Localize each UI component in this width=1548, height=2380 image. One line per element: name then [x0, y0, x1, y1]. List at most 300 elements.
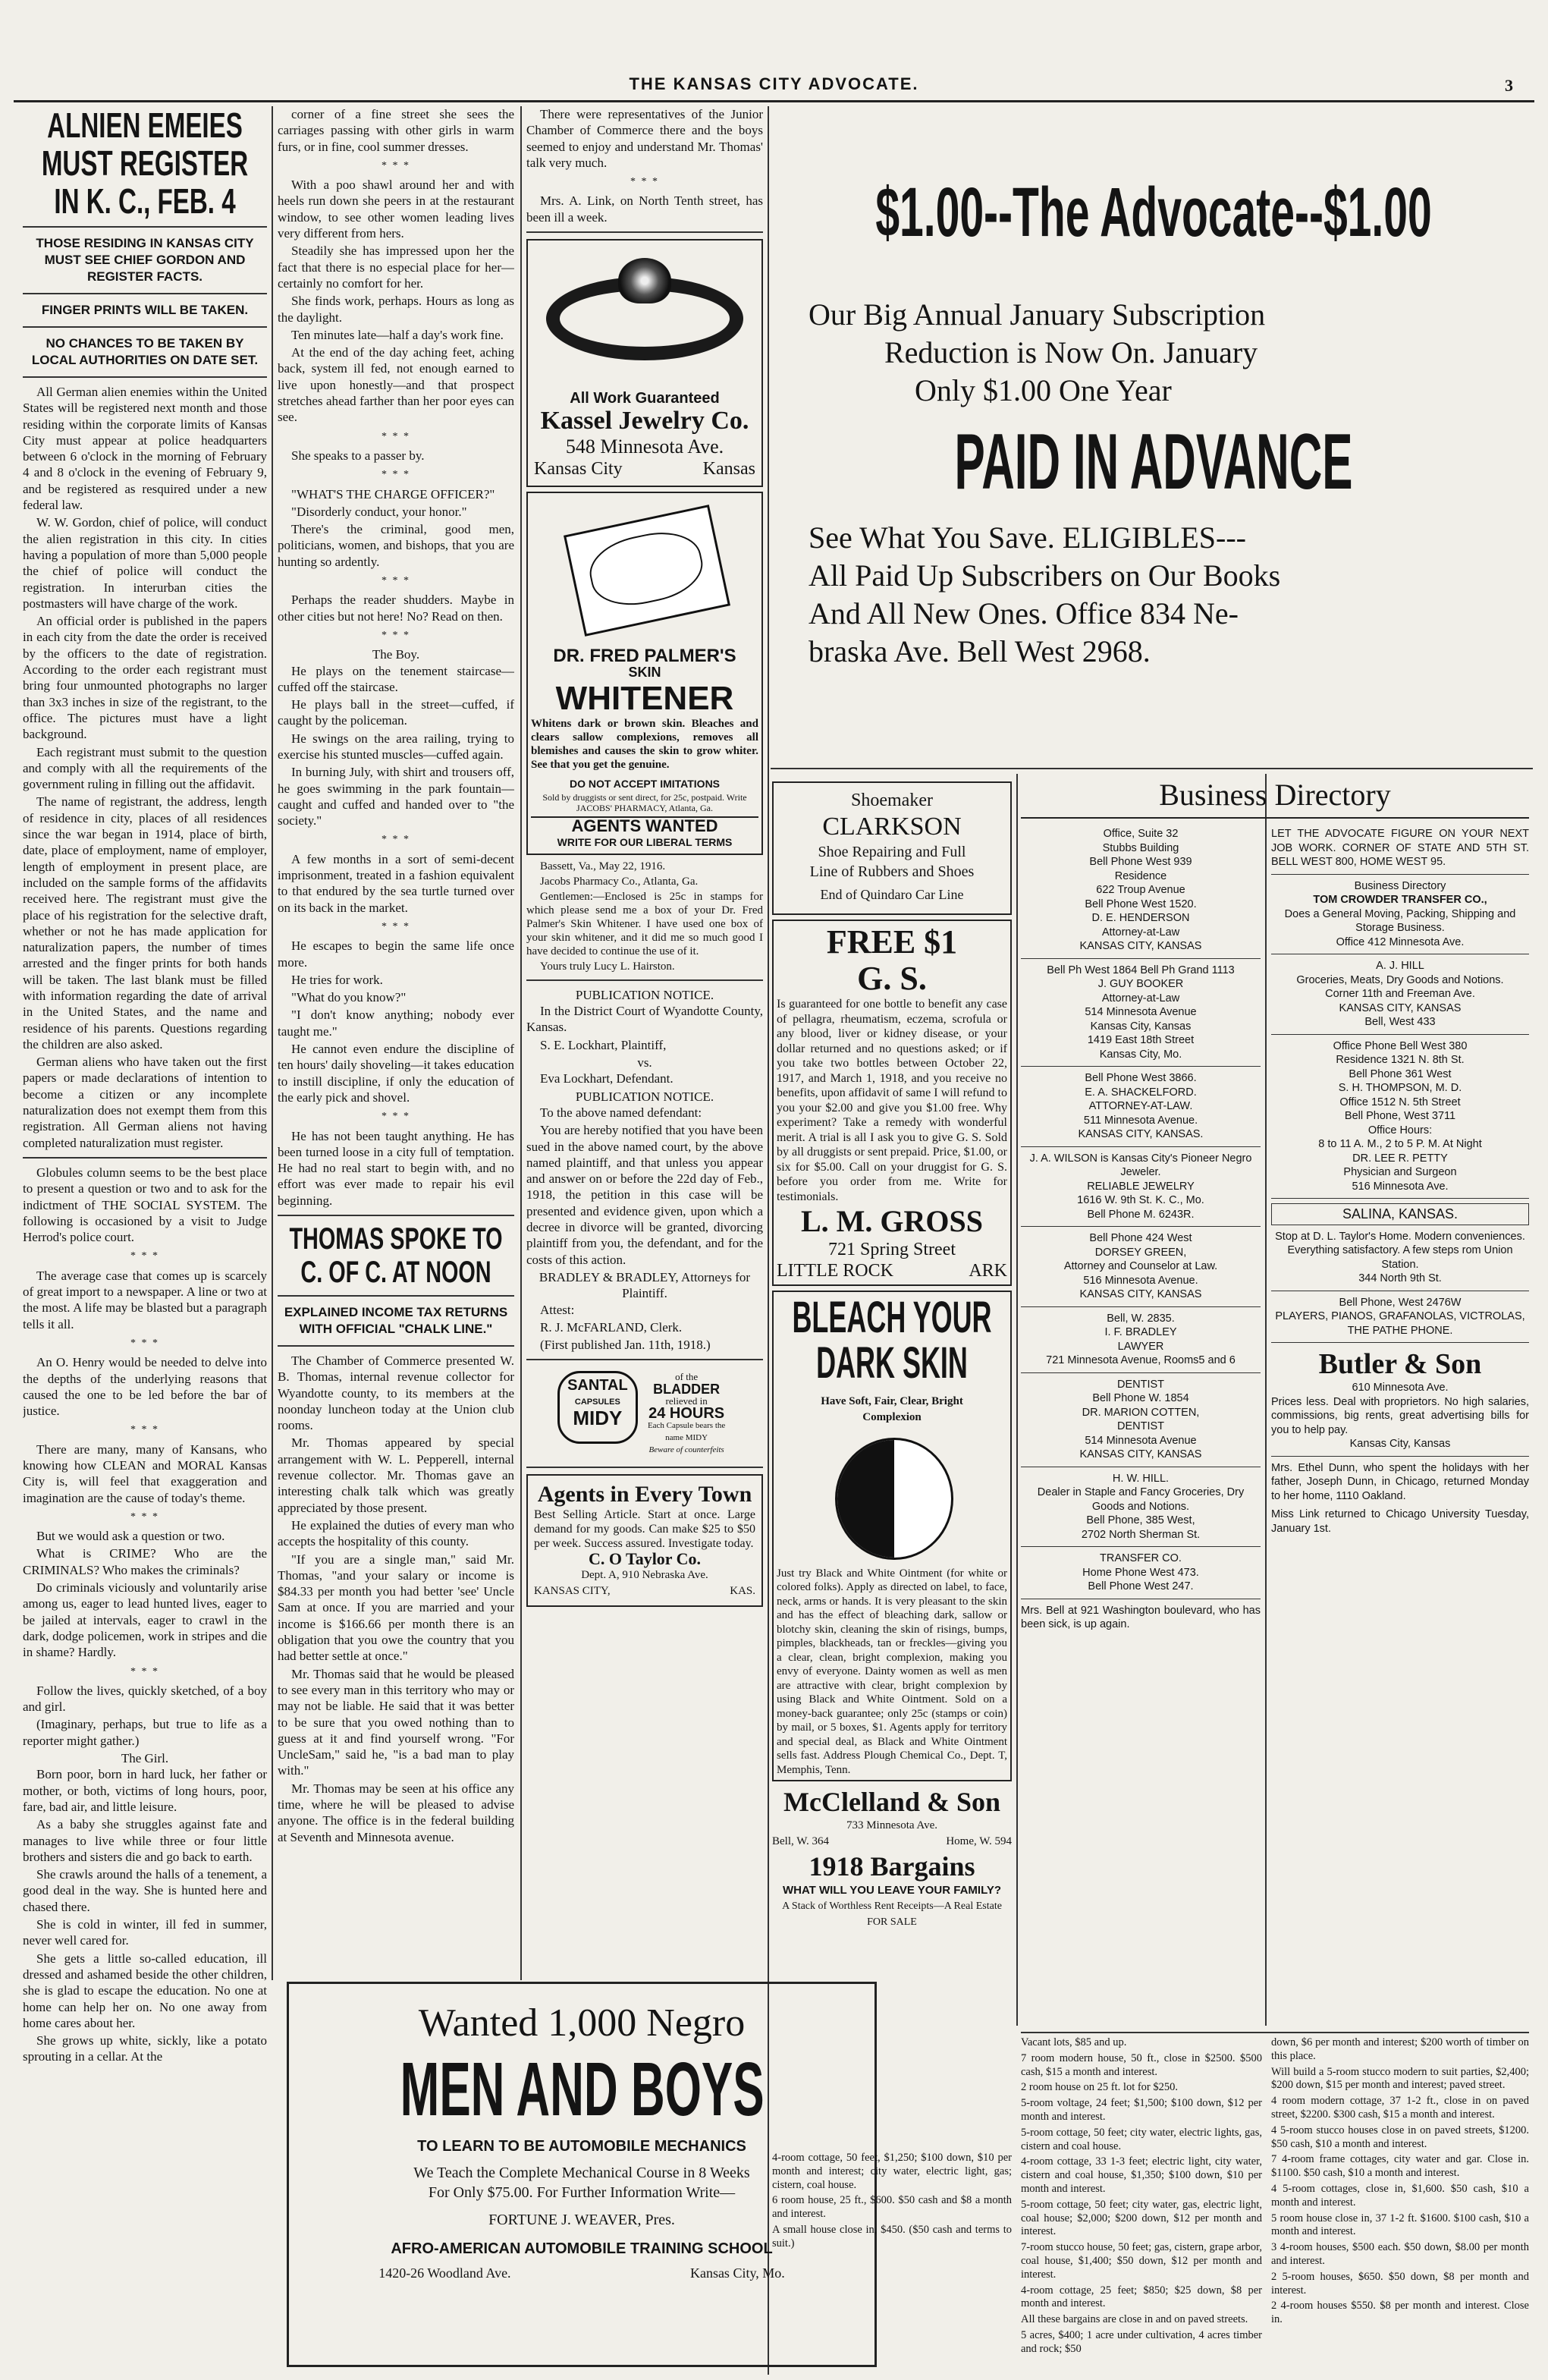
entry-line: Butler & Son — [1318, 1348, 1482, 1380]
article-paragraph: Each registrant must submit to the question and comply with all the requirements of the government ruling in filling out the affidavit. — [23, 744, 267, 792]
entry-line: KANSAS CITY, KANSAS — [1079, 940, 1202, 952]
entry-line: Kansas City, Kansas — [1349, 1438, 1451, 1450]
boy-heading: The Boy. — [372, 647, 420, 662]
directory-entry — [1271, 822, 1529, 875]
section-separator: * * * — [130, 1250, 159, 1262]
mcclelland-ad — [772, 1786, 1012, 1930]
real-estate-listings-mid — [772, 2152, 1012, 2368]
directory-entry — [1021, 1547, 1261, 1599]
alien-subhead-1: THOSE RESIDING IN KANSAS CITY MUST SEE CHIEF GORDON AND REGISTER FACTS. — [36, 236, 254, 284]
article-paragraph: She grows up white, sickly, like a potato sprouting in a cellar. At the — [23, 2033, 267, 2064]
kassel-state: Kansas — [702, 459, 755, 479]
bleach-title-2: DARK SKIN — [816, 1338, 968, 1388]
advocate-line-4: See What You Save. ELIGIBLES--- — [809, 520, 1246, 555]
listing: All these bargains are close in and on paved streets. — [1021, 2313, 1248, 2326]
listing: 4 5-room cottages, close in, $1,600. $50 cash, $10 a month and interest. — [1271, 2182, 1529, 2209]
section-separator: * * * — [382, 834, 410, 846]
entry-line: RELIABLE JEWELRY — [1087, 1180, 1195, 1193]
thomas-headline: THOMAS SPOKE TO C. OF C. AT NOON — [289, 1222, 503, 1289]
directory-entry — [1021, 959, 1261, 1067]
santal-midy-ad — [526, 1366, 763, 1460]
letter-signoff: Yours truly Lucy L. Hairston. — [540, 960, 675, 973]
wanted-city: Kansas City, Mo. — [689, 2265, 785, 2281]
entry-line: LAWYER — [1117, 1340, 1164, 1353]
entry-line: 514 Minnesota Avenue — [1085, 1006, 1197, 1018]
palmer-title-3: WHITENER — [555, 679, 734, 717]
entry-line: Dealer in Staple and Fancy Groceries, Dry Goods and Notions. — [1037, 1486, 1245, 1513]
section-separator: * * * — [130, 1337, 159, 1349]
article-paragraph: The average case that comes up is scarcely of great import to a newspaper. A line or two at the most. A life may be blasted but a paragraph tells it all. — [23, 1268, 267, 1331]
section-separator: * * * — [130, 1424, 159, 1436]
article-paragraph: The Chamber of Commerce presented W. B. Thomas, internal revenue collector for Wyandotte county, to its members at the noonday luncheon today at the Union club rooms. — [278, 1353, 514, 1433]
listing: down, $6 per month and interest; $200 worth of timber on this place. — [1271, 2036, 1529, 2062]
bleach-title-1: BLEACH YOUR — [792, 1293, 992, 1342]
entry-line: KANSAS CITY, KANSAS. — [1078, 1128, 1204, 1140]
section-separator: * * * — [382, 430, 410, 442]
agents-ad — [526, 1474, 763, 1607]
article-paragraph: Follow the lives, quickly sketched, of a boy and girl. — [23, 1683, 267, 1715]
notice-body: You are hereby notified that you have been sued in the above named court, by the above named plaintiff, and that unless you appear and answer on or before the 22d day of Feb., 1918, the petition in this case will be presented and evidence given, upon which a decree in divorce will be granted, divorcing plaintiff from you, the defendant, and for the costs of this action. — [526, 1123, 763, 1267]
entry-line: PLAYERS, PIANOS, GRAFANOLAS, VICTROLAS, THE PATHE PHONE. — [1275, 1310, 1525, 1337]
column-rule — [272, 106, 273, 1980]
article-paragraph: He tries for work. — [291, 972, 383, 987]
palmer-write: WRITE FOR OUR LIBERAL TERMS — [557, 835, 733, 848]
notice-to: To the above named defendant: — [540, 1105, 702, 1120]
column-1 — [23, 106, 267, 2371]
page-number: 3 — [1505, 76, 1513, 95]
bladder-line: relieved in — [665, 1395, 708, 1407]
directory-entry — [1021, 1147, 1261, 1228]
notice-plaintiff: S. E. Lockhart, Plaintiff, — [540, 1037, 667, 1052]
entry-line: Corner 11th and Freeman Ave. — [1325, 988, 1475, 1000]
entry-line: Office Phone Bell West 380 — [1333, 1039, 1468, 1052]
listing: 4 room modern cottage, 37 1-2 ft., close in on paved street, $2200. $300 cash, $15 a month and interest. — [1271, 2095, 1529, 2121]
article-paragraph: W. W. Gordon, chief of police, will conduct the alien registration in this city. In cities having a population of more than 5,000 people the chief of police will conduct the registration. In interurban cities the postmasters will have charge of the work. — [23, 515, 267, 611]
article-paragraph: Mr. Thomas said that he would be pleased to see every man in this territory who may or may not be liable. He said that it was better to be sure that you owed nothing than to guess at it and find yourself wrong. "For UncleSam," said he, "is a bad man to play with." — [278, 1666, 514, 1778]
advocate-subscription-ad — [778, 106, 1529, 766]
entry-line: E. A. SHACKELFORD. — [1085, 1086, 1197, 1099]
gross-city-name: LITTLE ROCK — [777, 1261, 893, 1281]
listing: 7 room modern house, 50 ft., close in $2500. $500 cash, $15 a month and interest. — [1021, 2051, 1262, 2078]
entry-line: D. E. HENDERSON — [1091, 912, 1190, 924]
entry-line: Bell Phone West 1520. — [1085, 898, 1197, 910]
free-title-2: G. S. — [857, 960, 927, 997]
article-paragraph: Globules column seems to be the best place to present a question or two and to ask for the indictment of THE SOCIAL SYSTEM. The following is occasioned by a visit to Judge Herrod's police court. — [23, 1165, 267, 1245]
article-paragraph: He explained the duties of every man who accepts the hospitality of this county. — [278, 1517, 514, 1549]
column-rule — [1016, 774, 1018, 2026]
wanted-line-1: Wanted 1,000 Negro — [418, 2001, 746, 2045]
entry-line: Groceries, Meats, Dry Goods and Notions. — [1296, 973, 1504, 986]
entry-line: 514 Minnesota Avenue — [1085, 1434, 1197, 1447]
directory-entry — [1021, 822, 1261, 959]
entry-line: 8 to 11 A. M., 2 to 5 P. M. At Night — [1318, 1138, 1482, 1150]
rule — [526, 1467, 763, 1468]
entry-line: DORSEY GREEN, — [1094, 1246, 1187, 1259]
directory-entry — [1271, 1035, 1529, 1199]
listing: 4-room cottage, 50 feet, $1,250; $100 down, $10 per month and interest; city water, electric light, gas; cistern, coal house. — [772, 2152, 1012, 2191]
entry-line: Office 412 Minnesota Ave. — [1336, 935, 1465, 948]
palmer-agents: AGENTS WANTED — [531, 816, 758, 834]
section-separator: * * * — [382, 920, 410, 932]
wanted-line-6: FORTUNE J. WEAVER, Pres. — [488, 2212, 675, 2228]
article-paragraph: With a poo shawl around her and with heels run down she peers in at the restaurant window, to see other women leading lives very different from hers. — [278, 178, 514, 241]
palmer-sold: Sold by druggists or sent direct, for 25c, postpaid. Write JACOBS' PHARMACY, Atlanta, Ga. — [542, 792, 747, 814]
article-paragraph: She crawls around the halls of a tenement, a good deal in the way. She is hunted here and chased there. — [23, 1867, 267, 1914]
article-paragraph: Mr. Thomas appeared by special arrangement with W. L. Pepperell, internal revenue collector. Mr. Thomas gave an interesting chalk talk which was greatly appreciated by those present. — [278, 1435, 514, 1515]
notice-court: In the District Court of Wyandotte County, Kansas. — [526, 1004, 763, 1035]
listing: 3 4-room houses, $500 each. $50 down, $8.00 per month and interest. — [1271, 2241, 1529, 2267]
entry-line: KANSAS CITY, KANSAS — [1079, 1448, 1202, 1460]
column-4 — [772, 777, 1012, 2029]
rule — [1021, 2032, 1529, 2033]
article-paragraph: There were representatives of the Junior Chamber of Commerce there and the boys seemed to enjoy and understand Mr. Thomas' talk very much. — [526, 107, 763, 170]
agents-location — [534, 1583, 755, 1599]
clarkson-shoemaker-ad — [772, 781, 1012, 915]
listing: A small house close in, $450. ($50 cash and terms to suit.) — [772, 2223, 1012, 2250]
mcclelland-sale: FOR SALE — [867, 1916, 917, 1929]
article-paragraph: Mr. Thomas may be seen at his office any time, where he will be pleased to advise anyone. The office is in the federal building at Seventh and Minnesota avenue. — [278, 1781, 514, 1844]
entry-line: DR. LEE R. PETTY — [1352, 1152, 1448, 1165]
entry-line: Business Directory — [1354, 879, 1446, 892]
gross-city — [777, 1260, 1007, 1281]
girl-heading: The Girl. — [121, 1751, 169, 1766]
free-gs-ad — [772, 920, 1012, 1286]
shoemaker-line-1: Shoe Repairing and Full — [818, 844, 966, 860]
mcclelland-phones — [772, 1834, 1012, 1850]
listing: 4-room cottage, 25 feet; $850; $25 down, $8 per month and interest. — [1021, 2284, 1262, 2310]
alien-subhead-3: NO CHANCES TO BE TAKEN BY LOCAL AUTHORITIES ON DATE SET. — [31, 336, 259, 367]
mcclelland-stack: A Stack of Worthless Rent Receipts—A Real Estate — [782, 1900, 1002, 1912]
section-separator: * * * — [382, 575, 410, 587]
entry-line: Attorney-at-Law — [1101, 992, 1180, 1005]
notice-heading: PUBLICATION NOTICE. — [575, 987, 714, 1002]
section-separator: * * * — [382, 1111, 410, 1123]
entry-line: DENTIST — [1116, 1420, 1165, 1432]
rule — [278, 1295, 514, 1297]
santal-name: SANTAL — [567, 1377, 628, 1394]
mcclelland-phone-2: Home, W. 594 — [946, 1835, 1012, 1848]
listing: 5-room cottage, 50 feet; city water, gas, electric light, coal house; $2,000; $200 down, $12 per month and interest. — [1021, 2198, 1262, 2238]
article-paragraph: A few months in a sort of semi-decent imprisonment, treated in a fashion equivalent to that endured by the sea turtle turned over on its back in the market. — [278, 851, 514, 915]
advocate-line-6: And All New Ones. Office 834 Ne- — [809, 596, 1239, 630]
mcclelland-address: 733 Minnesota Ave. — [846, 1819, 938, 1832]
kassel-address: 548 Minnesota Ave. — [565, 435, 724, 458]
entry-line: KANSAS CITY, KANSAS — [1079, 1288, 1202, 1300]
entry-line: S. H. THOMPSON, M. D. — [1338, 1082, 1462, 1094]
entry-line: Bell Phone West 247. — [1088, 1580, 1194, 1592]
listing: 5 room house close in, 37 1-2 ft. $1600. $100 cash, $10 a month and interest. — [1271, 2212, 1529, 2238]
real-estate-listings-right — [1271, 2036, 1529, 2370]
article-paragraph: (Imaginary, perhaps, but true to life as a reporter might gather.) — [23, 1717, 267, 1748]
article-paragraph: She is cold in winter, ill fed in summer, never well cared for. — [23, 1917, 267, 1948]
entry-line: 516 Minnesota Avenue. — [1083, 1274, 1198, 1287]
agents-company: C. O Taylor Co. — [588, 1549, 702, 1569]
kassel-name: Kassel Jewelry Co. — [540, 407, 749, 435]
entry-line: 344 North 9th St. — [1358, 1272, 1442, 1284]
face-illustration — [831, 1434, 953, 1559]
entry-line: Attorney and Counselor at Law. — [1063, 1260, 1218, 1272]
section-separator: * * * — [382, 469, 410, 481]
entry-line: 511 Minnesota Avenue. — [1083, 1114, 1198, 1127]
entry-line: Does a General Moving, Packing, Shipping and Storage Business. — [1284, 907, 1516, 934]
entry-line: Prices less. Deal with proprietors. No high salaries, commissions, big rents, great advertising bills for you to help pay. — [1271, 1395, 1529, 1436]
article-paragraph: He plays ball in the street—cuffed, if caught by the policeman. — [278, 697, 514, 728]
entry-line: Bell Phone, 385 West, — [1086, 1514, 1195, 1526]
article-paragraph: corner of a fine street she sees the carriages passing with other girls in warm furs, or in fine, cool summer dresses. — [278, 107, 514, 154]
column-rule — [1265, 774, 1267, 2026]
entry-line: 610 Minnesota Ave. — [1352, 1382, 1449, 1394]
article-paragraph: Ten minutes late—half a day's work fine. — [291, 327, 504, 342]
entry-line: Office Hours: — [1367, 1124, 1433, 1137]
article-paragraph: "Disorderly conduct, your honor." — [291, 504, 467, 519]
entry-line: Office 1512 N. 5th Street — [1339, 1096, 1461, 1108]
palmer-title-1: DR. FRED PALMER'S — [553, 646, 736, 667]
entry-line: ATTORNEY-AT-LAW. — [1088, 1100, 1193, 1112]
wanted-line-3: TO LEARN TO BE AUTOMOBILE MECHANICS — [417, 2138, 746, 2155]
entry-line: Mrs. Bell at 921 Washington boulevard, who has been sick, is up again. — [1021, 1604, 1261, 1630]
entry-line: 721 Minnesota Avenue, Rooms5 and 6 — [1046, 1354, 1236, 1366]
article-paragraph: Do criminals viciously and voluntarily arise among us, eager to lead hunted lives, eager to be jailed at intervals, eager to crawl in the dark, dodge policemen, work in stripes and die in shame? Hardly. — [23, 1580, 267, 1660]
listing: 4 5-room stucco houses close in on paved streets, $1200. $50 cash, $10 a month and interest. — [1271, 2124, 1529, 2150]
article-paragraph: German aliens who have taken out the first papers or made declarations of intention to become a citizen or any incomplete naturalization does not exempt them from this registration. All German aliens not having completed naturalization must register. — [23, 1055, 267, 1150]
article-paragraph: The name of registrant, the address, length of residence in city, places of all residences since the war began in 1914, place of birth, date, place of employment, name of employer, length of employment in present place, are included on the sample forms of the affidavits received here. The registrant must give the place of his registration for the selective draft, whether or not he has made application for naturalization papers, the number of times arrested and the finger prints for both hands will be taken. The last blank must be filled with information regarding the date of arrival in the United States, and the name and residence of his parents. Questions regarding the children are also asked. — [23, 794, 267, 1052]
rule — [771, 768, 1533, 769]
package-illustration — [557, 504, 732, 640]
article-paragraph: He escapes to begin the same life once more. — [278, 938, 514, 970]
business-directory-left — [1021, 822, 1261, 2029]
rule — [526, 231, 763, 233]
entry-line: LET THE ADVOCATE FIGURE ON YOUR NEXT JOB WORK. CORNER OF STATE AND 5TH ST. BELL WEST 800, HOME WEST 95. — [1271, 828, 1529, 868]
wanted-line-5: For Only $75.00. For Further Information Write— — [428, 2184, 736, 2201]
ring-illustration — [539, 254, 751, 383]
palmer-whitener-ad — [526, 492, 763, 854]
article-paragraph: She gets a little so-called education, ill dressed and ashamed beside the other children, she is glad to escape the education. No one at home can help her on. No one away from home cares about her. — [23, 1951, 267, 2030]
wanted-street: 1420-26 Woodland Ave. — [378, 2265, 511, 2281]
entry-line: Bell Ph West 1864 Bell Ph Grand 1113 — [1047, 964, 1235, 976]
article-paragraph: All German alien enemies within the United States will be registered next month and those residing within the corporate limits of Kansas City must appear at police headquarters between 6 o'clock in the morning of February 4 and 8 o'clock in the evening of February 9, and be registered as resquired under a new federal law. — [23, 385, 267, 513]
rule — [23, 326, 267, 328]
section-separator: * * * — [630, 176, 659, 188]
entry-line: Physician and Surgeon — [1343, 1166, 1457, 1178]
rule — [23, 226, 267, 228]
notice-published: (First published Jan. 11th, 1918.) — [540, 1338, 711, 1353]
entry-line: 516 Minnesota Ave. — [1352, 1180, 1449, 1193]
letter-addressee: Jacobs Pharmacy Co., Atlanta, Ga. — [540, 875, 699, 888]
paid-in-advance: PAID IN ADVANCE — [954, 418, 1353, 506]
advocate-line-2: Reduction is Now On. January — [884, 335, 1258, 369]
entry-line: Bell Phone W. 1854 — [1092, 1392, 1189, 1404]
notice-vs: vs. — [637, 1055, 652, 1071]
entry-line: J. A. WILSON is Kansas City's Pioneer Negro Jeweler. — [1029, 1152, 1252, 1178]
section-separator: * * * — [130, 1511, 159, 1523]
directory-entry — [1021, 1599, 1261, 1636]
entry-line: Bell Phone, West 2476W — [1339, 1296, 1462, 1309]
entry-line: Residence 1321 N. 8th St. — [1336, 1054, 1465, 1066]
entry-line: Residence — [1114, 869, 1167, 882]
newspaper-title: THE KANSAS CITY ADVOCATE. — [629, 74, 919, 93]
column-2 — [278, 106, 514, 1973]
entry-line: Bell, W. 2835. — [1107, 1312, 1175, 1325]
alien-headline: ALNIEN EMEIES MUST REGISTER IN K. C., FEB. 4 — [41, 106, 249, 221]
santal-midy: MIDY — [573, 1406, 623, 1429]
entry-line: Kansas City, Kansas — [1090, 1020, 1192, 1033]
bladder-line: Beware of counterfeits — [648, 1445, 724, 1455]
entry-line: DENTIST — [1116, 1378, 1165, 1391]
bladder-line: 24 HOURS — [648, 1405, 725, 1423]
article-paragraph: There's the criminal, good men, politicians, women, and bishops, that you are hunting so ardently. — [278, 522, 514, 569]
agents-body: Best Selling Article. Start at once. Large demand for my goods. Can make $25 to $50 per week. Success assured. Investigate today. — [534, 1508, 755, 1551]
entry-line: Stop at D. L. Taylor's Home. Modern conveniences. Everything satisfactory. A few steps rom Union Station. — [1275, 1230, 1525, 1271]
wanted-line-4: We Teach the Complete Mechanical Course in 8 Weeks — [413, 2165, 750, 2181]
entry-line: Mrs. Ethel Dunn, who spent the holidays with her father, Joseph Dunn, in Chicago, returned Monday to her home, 1110 Oakland. — [1271, 1461, 1529, 1502]
listing: Vacant lots, $85 and up. — [1021, 2036, 1127, 2048]
palmer-body: Whitens dark or brown skin. Bleaches and clears sallow complexions, removes all blemishes and causes the skin to grow whiter. See that you get the genuine. — [531, 717, 758, 771]
directory-entry — [1021, 1067, 1261, 1147]
entry-line: SALINA, KANSAS. — [1271, 1203, 1529, 1225]
directory-entry — [1021, 1227, 1261, 1307]
entry-line: Bell Phone M. 6243R. — [1087, 1208, 1195, 1221]
advocate-line-3: Only $1.00 One Year — [915, 373, 1172, 407]
listing: 2 room house on 25 ft. lot for $250. — [1021, 2081, 1179, 2094]
letter-date: Bassett, Va., May 22, 1916. — [540, 860, 666, 872]
listing: 6 room house, 25 ft., $600. $50 cash and $8 a month and interest. — [772, 2194, 1012, 2221]
article-paragraph: What is CRIME? Who are the CRIMINALS? Who makes the criminals? — [23, 1546, 267, 1577]
shoemaker-line-3: End of Quindaro Car Line — [820, 887, 964, 902]
advocate-line-5: All Paid Up Subscribers on Our Books — [809, 558, 1281, 593]
entry-line: TRANSFER CO. — [1100, 1552, 1182, 1564]
article-paragraph: At the end of the day aching feet, aching back, system ill fed, not enough earned to live upon honestly—and that prospect stretches ahead farther than her poor eyes can see. — [278, 345, 514, 425]
entry-line: I. F. BRADLEY — [1104, 1326, 1177, 1338]
article-paragraph: "I don't know anything; nobody ever taught me." — [278, 1008, 514, 1039]
notice-heading-2: PUBLICATION NOTICE. — [575, 1089, 714, 1104]
real-estate-listings-left — [1021, 2036, 1262, 2370]
rule — [278, 1215, 514, 1216]
article-paragraph: "What do you know?" — [291, 990, 407, 1005]
gross-state: ARK — [969, 1261, 1007, 1281]
entry-line: Stubbs Building — [1102, 841, 1179, 854]
entry-line: 622 Troup Avenue — [1096, 884, 1185, 896]
entry-line: Home Phone West 473. — [1082, 1566, 1199, 1579]
article-paragraph: He has not been taught anything. He has been turned loose in a city full of temptation. He had no real start to begin with, and no effort was ever made to repair his evil beginning. — [278, 1128, 514, 1208]
kassel-city-name: Kansas City — [534, 459, 623, 479]
entry-line: 1419 East 18th Street — [1087, 1034, 1195, 1046]
entry-line: 1616 W. 9th St. K. C., Mo. — [1077, 1194, 1204, 1206]
kassel-jewelry-ad — [526, 239, 763, 487]
palmer-testimonial — [526, 860, 763, 973]
rule — [526, 979, 763, 981]
free-title-1: FREE $1 — [826, 923, 958, 960]
entry-line: Attorney-at-Law — [1101, 926, 1180, 938]
bleach-body: Just try Black and White Ointment (for white or colored folks). Apply as directed on label, to face, neck, arms or hands. It is very pleasant to the skin and has the effect of bleaching dark, sallow or blotchy skin, cleaning the skin of risings, bumps, pimples, blackheads, tan or freckles—giving you a clear, clean, bright complexion, making you envy of everyone. Dainty women as well as men are attractive with clear, bright complexion by using Black and White Ointment. Sold on a money-back guarantee; only 25c (stamps or coin) by mail, or 5 boxes, $1. Agents apply for territory and special deal, as Black and White Ointment sells fast. Address Plough Chemical Co., Dept. T, Memphis, Tenn. — [777, 1567, 1007, 1776]
shoemaker-name: CLARKSON — [822, 813, 962, 841]
entry-line: Miss Link returned to Chicago University Tuesday, January 1st. — [1271, 1508, 1529, 1535]
entry-line: Bell Phone 424 West — [1089, 1232, 1192, 1244]
notice-defendant: Eva Lockhart, Defendant. — [540, 1071, 674, 1086]
column-rule — [520, 106, 522, 1980]
mcclelland-question: WHAT WILL YOU LEAVE YOUR FAMILY? — [782, 1883, 1002, 1897]
advocate-line-1: Our Big Annual January Subscription — [809, 297, 1266, 332]
mcclelland-bargains: 1918 Bargains — [809, 1850, 975, 1882]
directory-entry — [1271, 875, 1529, 955]
bladder-line: Each Capsule bears the name MIDY — [647, 1421, 726, 1443]
entry-line: Bell, West 433 — [1364, 1016, 1436, 1028]
advocate-title: $1.00--The Advocate--$1.00 — [875, 174, 1432, 251]
listing: 5-room cottage, 50 feet; city water, electric lights, gas, cistern and coal house. — [1021, 2126, 1262, 2152]
article-paragraph: She finds work, perhaps. Hours as long as the daylight. — [278, 294, 514, 325]
directory-entry — [1271, 954, 1529, 1035]
entry-line: Bell Phone, West 3711 — [1344, 1110, 1456, 1122]
article-paragraph: Mrs. A. Link, on North Tenth street, has been ill a week. — [526, 193, 763, 225]
section-separator: * * * — [382, 629, 410, 641]
article-paragraph: He swings on the area railing, trying to exercise his stunted muscles—cuffed again. — [278, 731, 514, 762]
entry-line: J. GUY BOOKER — [1097, 978, 1184, 990]
rule — [23, 293, 267, 294]
wanted-line-7: AFRO-AMERICAN AUTOMOBILE TRAINING SCHOOL — [391, 2240, 773, 2257]
listing: 4-room cottage, 33 1-3 feet; electric light, city water, cistern and coal house, $1,350; $100 down, $10 per month and interest. — [1021, 2155, 1262, 2195]
listing: 5 acres, $400; 1 acre under cultivation, 4 acres timber and rock; $50 — [1021, 2328, 1262, 2355]
article-paragraph: He cannot even endure the discipline of ten hours' daily shoveling—it takes education to instill discipline, if only the education of the early pick and shovel. — [278, 1042, 514, 1105]
entry-line: H. W. HILL. — [1112, 1472, 1170, 1485]
agents-city: KANSAS CITY, — [534, 1584, 611, 1597]
directory-entry — [1271, 1199, 1529, 1291]
article-paragraph: She speaks to a passer by. — [291, 448, 425, 463]
entry-line: Office, Suite 32 — [1103, 828, 1179, 840]
santal-capsule-logo — [557, 1371, 638, 1444]
bleach-sub-2: Complexion — [862, 1411, 922, 1424]
article-paragraph: In burning July, with shirt and trousers off, he goes swimming in the park fountain—caught and cuffed and handed over to "the society." — [278, 765, 514, 828]
article-paragraph: "If you are a single man," said Mr. Thomas, "and your salary or income is $84.33 per month you had better 'see' Uncle Sam at once. If you are married and your income is $166.66 per month there is an obligation that you owe the country that you had better settle at once." — [278, 1552, 514, 1664]
rule — [278, 1345, 514, 1347]
business-directory-header — [1021, 777, 1529, 818]
agents-dept: Dept. A, 910 Nebraska Ave. — [581, 1568, 708, 1581]
alien-subhead-2: FINGER PRINTS WILL BE TAKEN. — [41, 303, 249, 317]
listing: 7 4-room frame cottages, city water and gar. Close in. $1100. $50 cash, $10 a month and interest. — [1271, 2153, 1529, 2180]
entry-line: Kansas City, Mo. — [1099, 1048, 1182, 1061]
gross-name: L. M. GROSS — [800, 1204, 984, 1238]
bladder-text — [641, 1371, 732, 1456]
listing: Will build a 5-room stucco modern to suit parties, $2,400; $200 down, $15 per month and interest; paved street. — [1271, 2065, 1529, 2092]
letter-body: Gentlemen:—Enclosed is 25c in stamps for which please send me a box of your Dr. Fred Palmer's Skin Whitener. I have used one box of your skin whitener, and it did me so much good I have decided to continue the use of it. — [526, 890, 763, 957]
shoemaker-label: Shoemaker — [851, 791, 933, 810]
mcclelland-name: McClelland & Son — [783, 1787, 1000, 1818]
entry-line: A. J. HILL — [1376, 960, 1424, 972]
palmer-title-2: SKIN — [628, 664, 661, 680]
directory-entry — [1271, 1343, 1529, 1457]
advocate-line-7: braska Ave. Bell West 2968. — [809, 634, 1151, 668]
section-separator: * * * — [382, 159, 410, 171]
article-paragraph: As a baby she struggles against fate and manages to live while three or four little brothers and sisters die and go back to earth. — [23, 1817, 267, 1864]
agents-title: Agents in Every Town — [537, 1482, 752, 1508]
business-directory-right — [1271, 822, 1529, 2029]
thomas-subhead: EXPLAINED INCOME TAX RETURNS WITH OFFICIAL "CHALK LINE." — [284, 1305, 508, 1336]
directory-entry — [1021, 1467, 1261, 1548]
mcclelland-phone-1: Bell, W. 364 — [772, 1835, 830, 1848]
bladder-line: of the — [675, 1371, 699, 1383]
bleach-sub: Have Soft, Fair, Clear, Bright — [821, 1395, 963, 1407]
shoemaker-line-2: Line of Rubbers and Shoes — [809, 863, 975, 880]
article-paragraph: There are many, many of Kansans, who knowing how CLEAN and MORAL Kansas City is, will feel that exaggeration and imagination are the cause of today's theme. — [23, 1442, 267, 1505]
directory-entry — [1271, 1457, 1529, 1541]
rule — [23, 376, 267, 378]
entry-line: KANSAS CITY, KANSAS — [1339, 1001, 1462, 1014]
listing: 2 4-room houses $550. $8 per month and interest. Close in. — [1271, 2300, 1529, 2326]
article-paragraph: He plays on the tenement staircase—cuffed off the staircase. — [278, 663, 514, 694]
santal-capsules: CAPSULES — [574, 1397, 620, 1407]
listing: 2 5-room houses, $650. $50 down, $8 per month and interest. — [1271, 2270, 1529, 2297]
listing: 5-room voltage, 24 feet; $1,500; $100 down, $12 per month and interest. — [1021, 2097, 1262, 2123]
entry-line: 2702 North Sherman St. — [1081, 1528, 1201, 1541]
notice-attest: Attest: — [540, 1302, 575, 1317]
